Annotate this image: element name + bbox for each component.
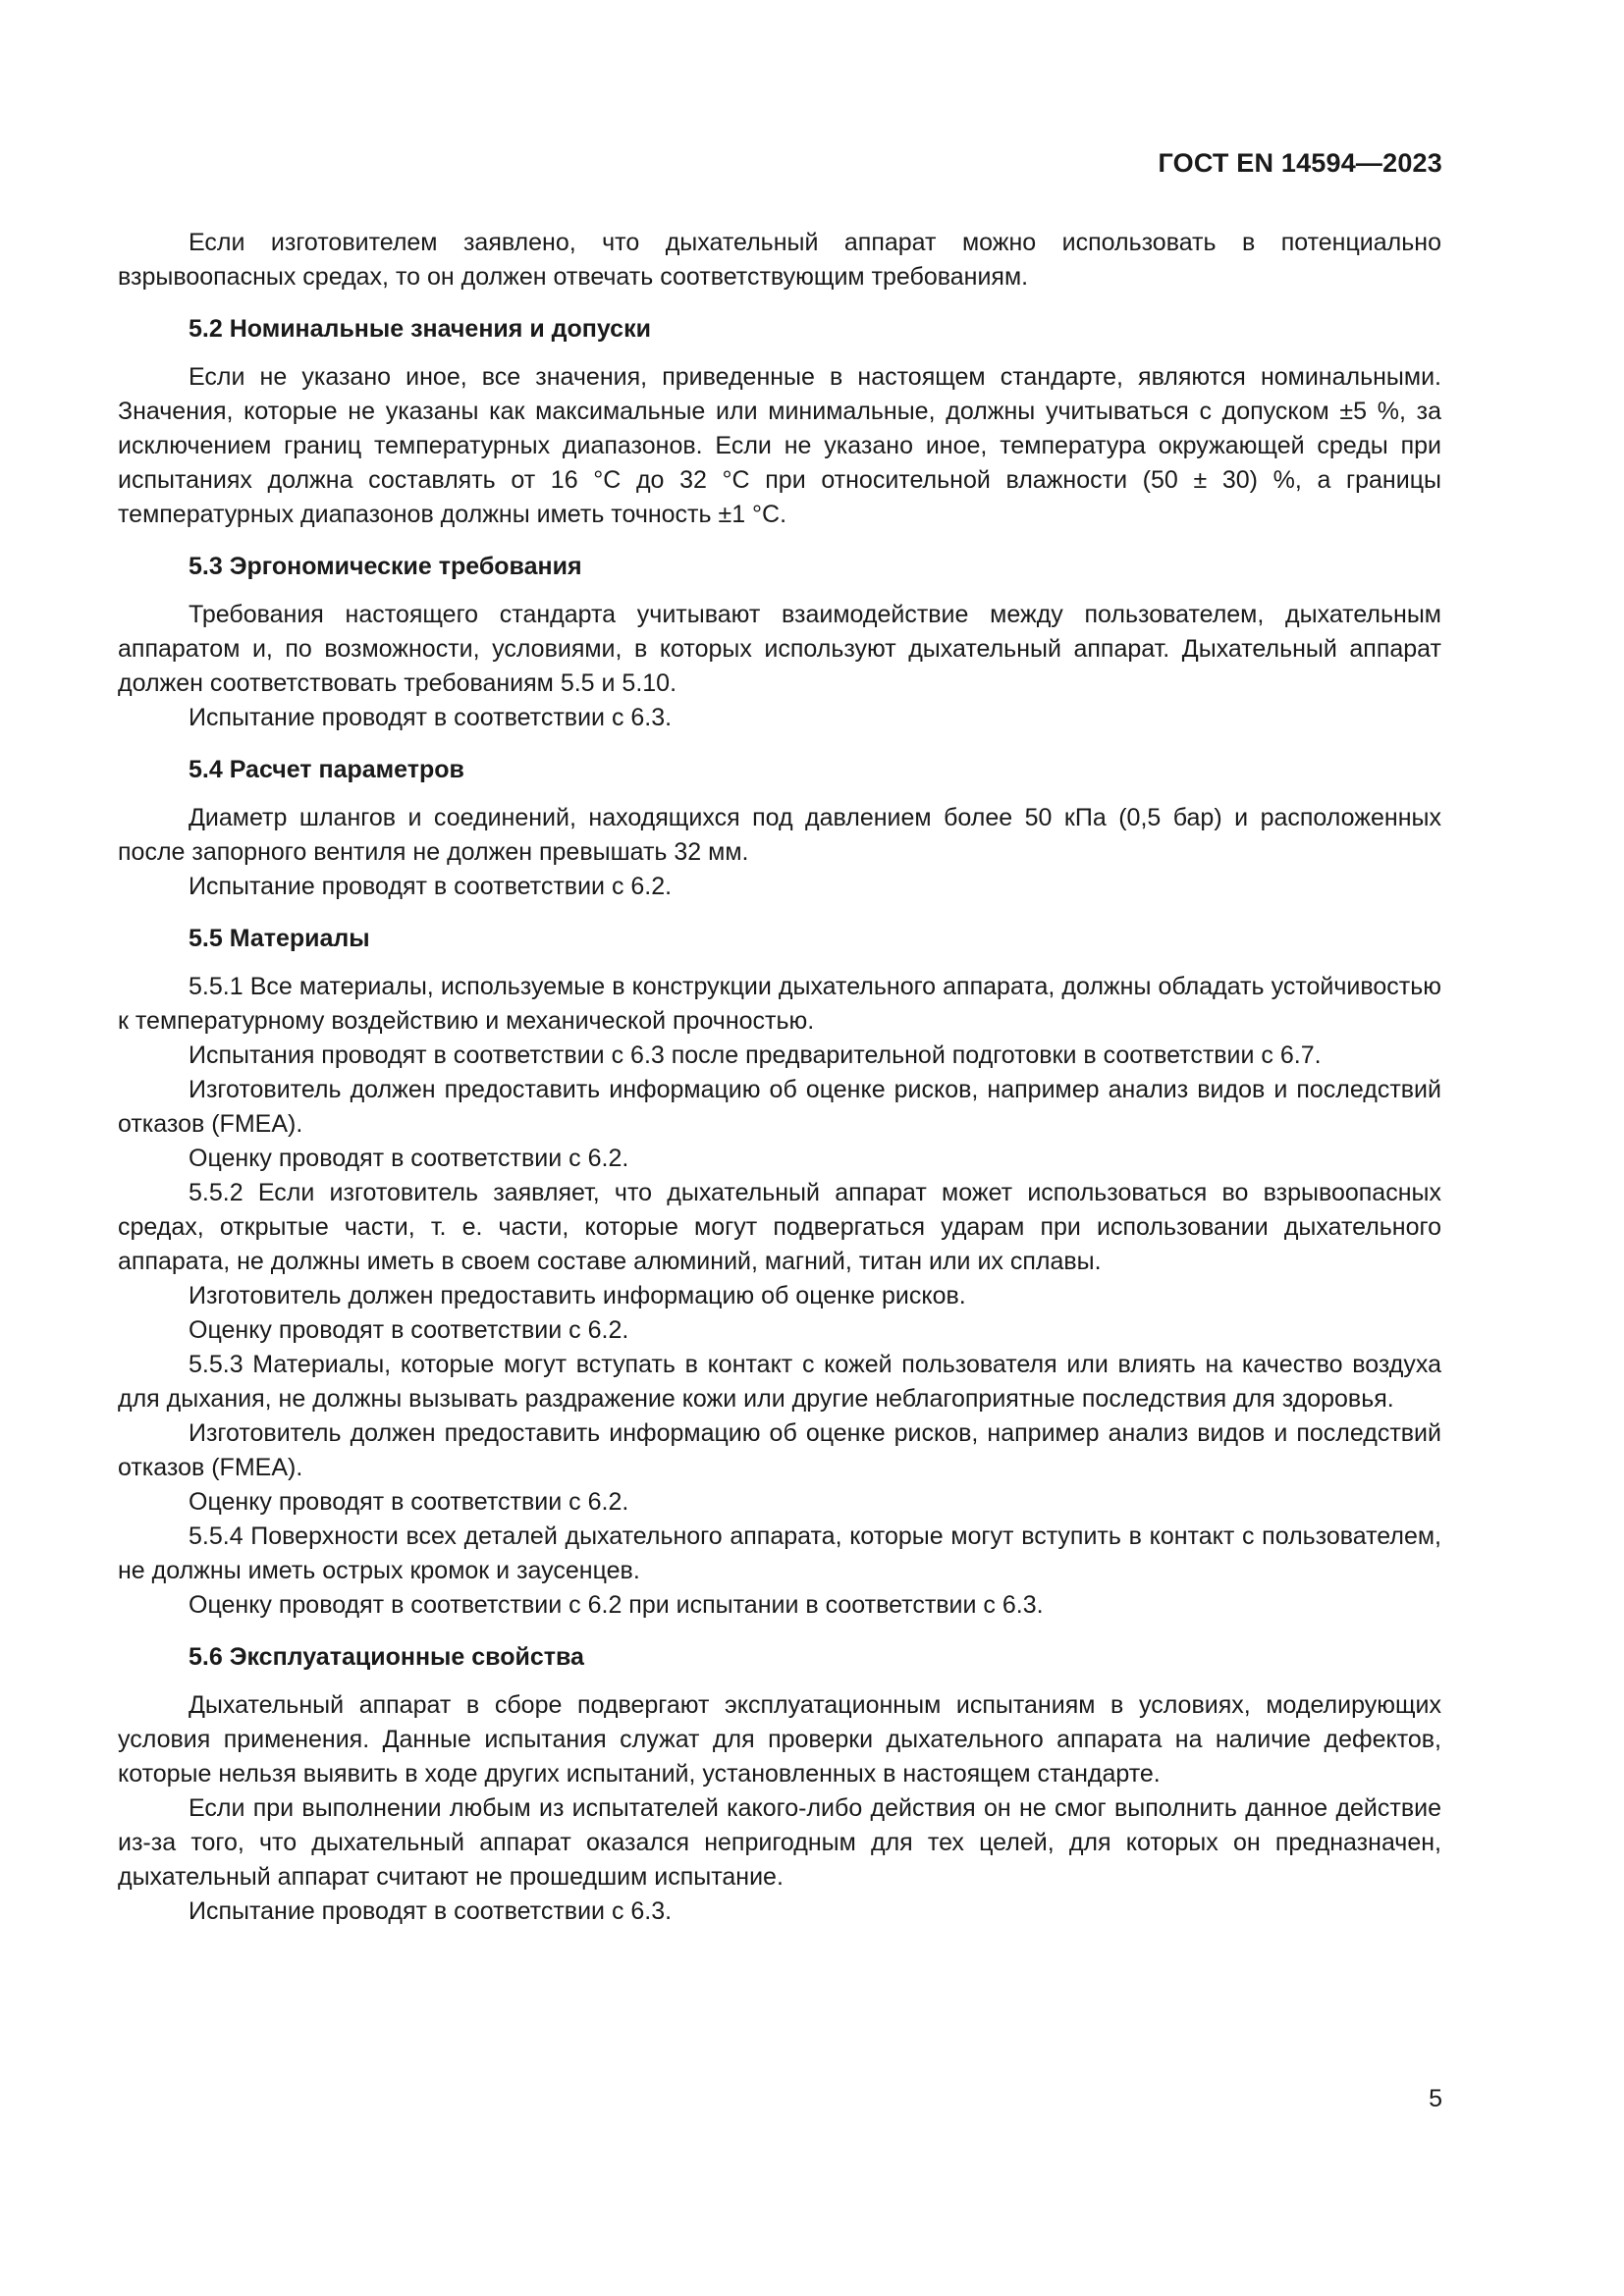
paragraph: 5.5.4 Поверхности всех деталей дыхательного аппарата, которые могут вступить в контакт с пользователем, не должны иметь острых кромок и заусенцев. bbox=[118, 1522, 1441, 1584]
paragraph: 5.5.2 Если изготовитель заявляет, что дыхательный аппарат может использоваться во взрывоопасных средах, открытые части, т. е. части, которые могут подвергаться ударам при использовании дыхательного аппарата, не должны иметь в своем составе алюминий, магний, титан или их сплавы. bbox=[118, 1179, 1441, 1275]
paragraph: 5.5.1 Все материалы, используемые в конструкции дыхательного аппарата, должны обладать устойчивостью к температурному воздействию и механической прочностью. bbox=[118, 973, 1441, 1035]
section-heading-5-2: 5.2 Номинальные значения и допуски bbox=[189, 315, 651, 343]
paragraph: Изготовитель должен предоставить информацию об оценке рисков, например анализ видов и последствий отказов (FMEA). bbox=[118, 1419, 1441, 1481]
paragraph: Диаметр шлангов и соединений, находящихся под давлением более 50 кПа (0,5 бар) и расположенных после запорного вентиля не должен превышать 32 мм. bbox=[118, 804, 1441, 866]
section-heading-5-3: 5.3 Эргономические требования bbox=[189, 553, 582, 580]
page-number: 5 bbox=[1429, 2085, 1442, 2112]
paragraph: Дыхательный аппарат в сборе подвергают эксплуатационным испытаниям в условиях, моделирующих условия применения. Данные испытания служат для проверки дыхательного аппарата на наличие дефектов, которые нельзя выявить в ходе других испытаний, установленных в настоящем стандарте. bbox=[118, 1691, 1441, 1788]
section-heading-5-4: 5.4 Расчет параметров bbox=[189, 756, 464, 783]
paragraph: Если не указано иное, все значения, приведенные в настоящем стандарте, являются номинальными. Значения, которые не указаны как максимальные или минимальные, должны учитываться с допуском ±5 %, за исключением границ температурных диапазонов. Если не указано иное, температура окружающей среды при испытаниях должна составлять от 16 °C до 32 °C при относительной влажности (50 ± 30) %, а границы температурных диапазонов должны иметь точность ±1 °C. bbox=[118, 363, 1441, 528]
paragraph: Изготовитель должен предоставить информацию об оценке рисков, например анализ видов и последствий отказов (FMEA). bbox=[118, 1076, 1441, 1138]
paragraph: Оценку проводят в соответствии с 6.2. bbox=[189, 1145, 629, 1172]
section-heading-5-6: 5.6 Эксплуатационные свойства bbox=[189, 1643, 584, 1671]
paragraph: Испытание проводят в соответствии с 6.3. bbox=[189, 704, 673, 731]
paragraph: Оценку проводят в соответствии с 6.2 при испытании в соответствии с 6.3. bbox=[189, 1591, 1044, 1619]
paragraph: Изготовитель должен предоставить информацию об оценке рисков. bbox=[189, 1282, 966, 1309]
paragraph: Если при выполнении любым из испытателей какого-либо действия он не смог выполнить данное действие из-за того, что дыхательный аппарат оказался непригодным для тех целей, для которых он предназначен, дыхательный аппарат считают не прошедшим испытание. bbox=[118, 1794, 1441, 1891]
paragraph: Требования настоящего стандарта учитывают взаимодействие между пользователем, дыхательным аппаратом и, по возможности, условиями, в которых используют дыхательный аппарат. Дыхательный аппарат должен соответствовать требованиям 5.5 и 5.10. bbox=[118, 601, 1441, 697]
paragraph: Испытание проводят в соответствии с 6.2. bbox=[189, 873, 673, 900]
paragraph: Если изготовителем заявлено, что дыхательный аппарат можно использовать в потенциально взрывоопасных средах, то он должен отвечать соответствующим требованиям. bbox=[118, 229, 1441, 291]
paragraph: 5.5.3 Материалы, которые могут вступать в контакт с кожей пользователя или влиять на качество воздуха для дыхания, не должны вызывать раздражение кожи или другие неблагоприятные последствия для здоровья. bbox=[118, 1351, 1441, 1413]
document-code: ГОСТ EN 14594—2023 bbox=[1158, 148, 1442, 178]
section-heading-5-5: 5.5 Материалы bbox=[189, 925, 370, 952]
paragraph: Испытание проводят в соответствии с 6.3. bbox=[189, 1897, 673, 1925]
paragraph: Испытания проводят в соответствии с 6.3 после предварительной подготовки в соответствии с 6.7. bbox=[189, 1041, 1322, 1069]
page-body bbox=[118, 226, 1441, 1929]
paragraph: Оценку проводят в соответствии с 6.2. bbox=[189, 1316, 629, 1344]
paragraph: Оценку проводят в соответствии с 6.2. bbox=[189, 1488, 629, 1516]
